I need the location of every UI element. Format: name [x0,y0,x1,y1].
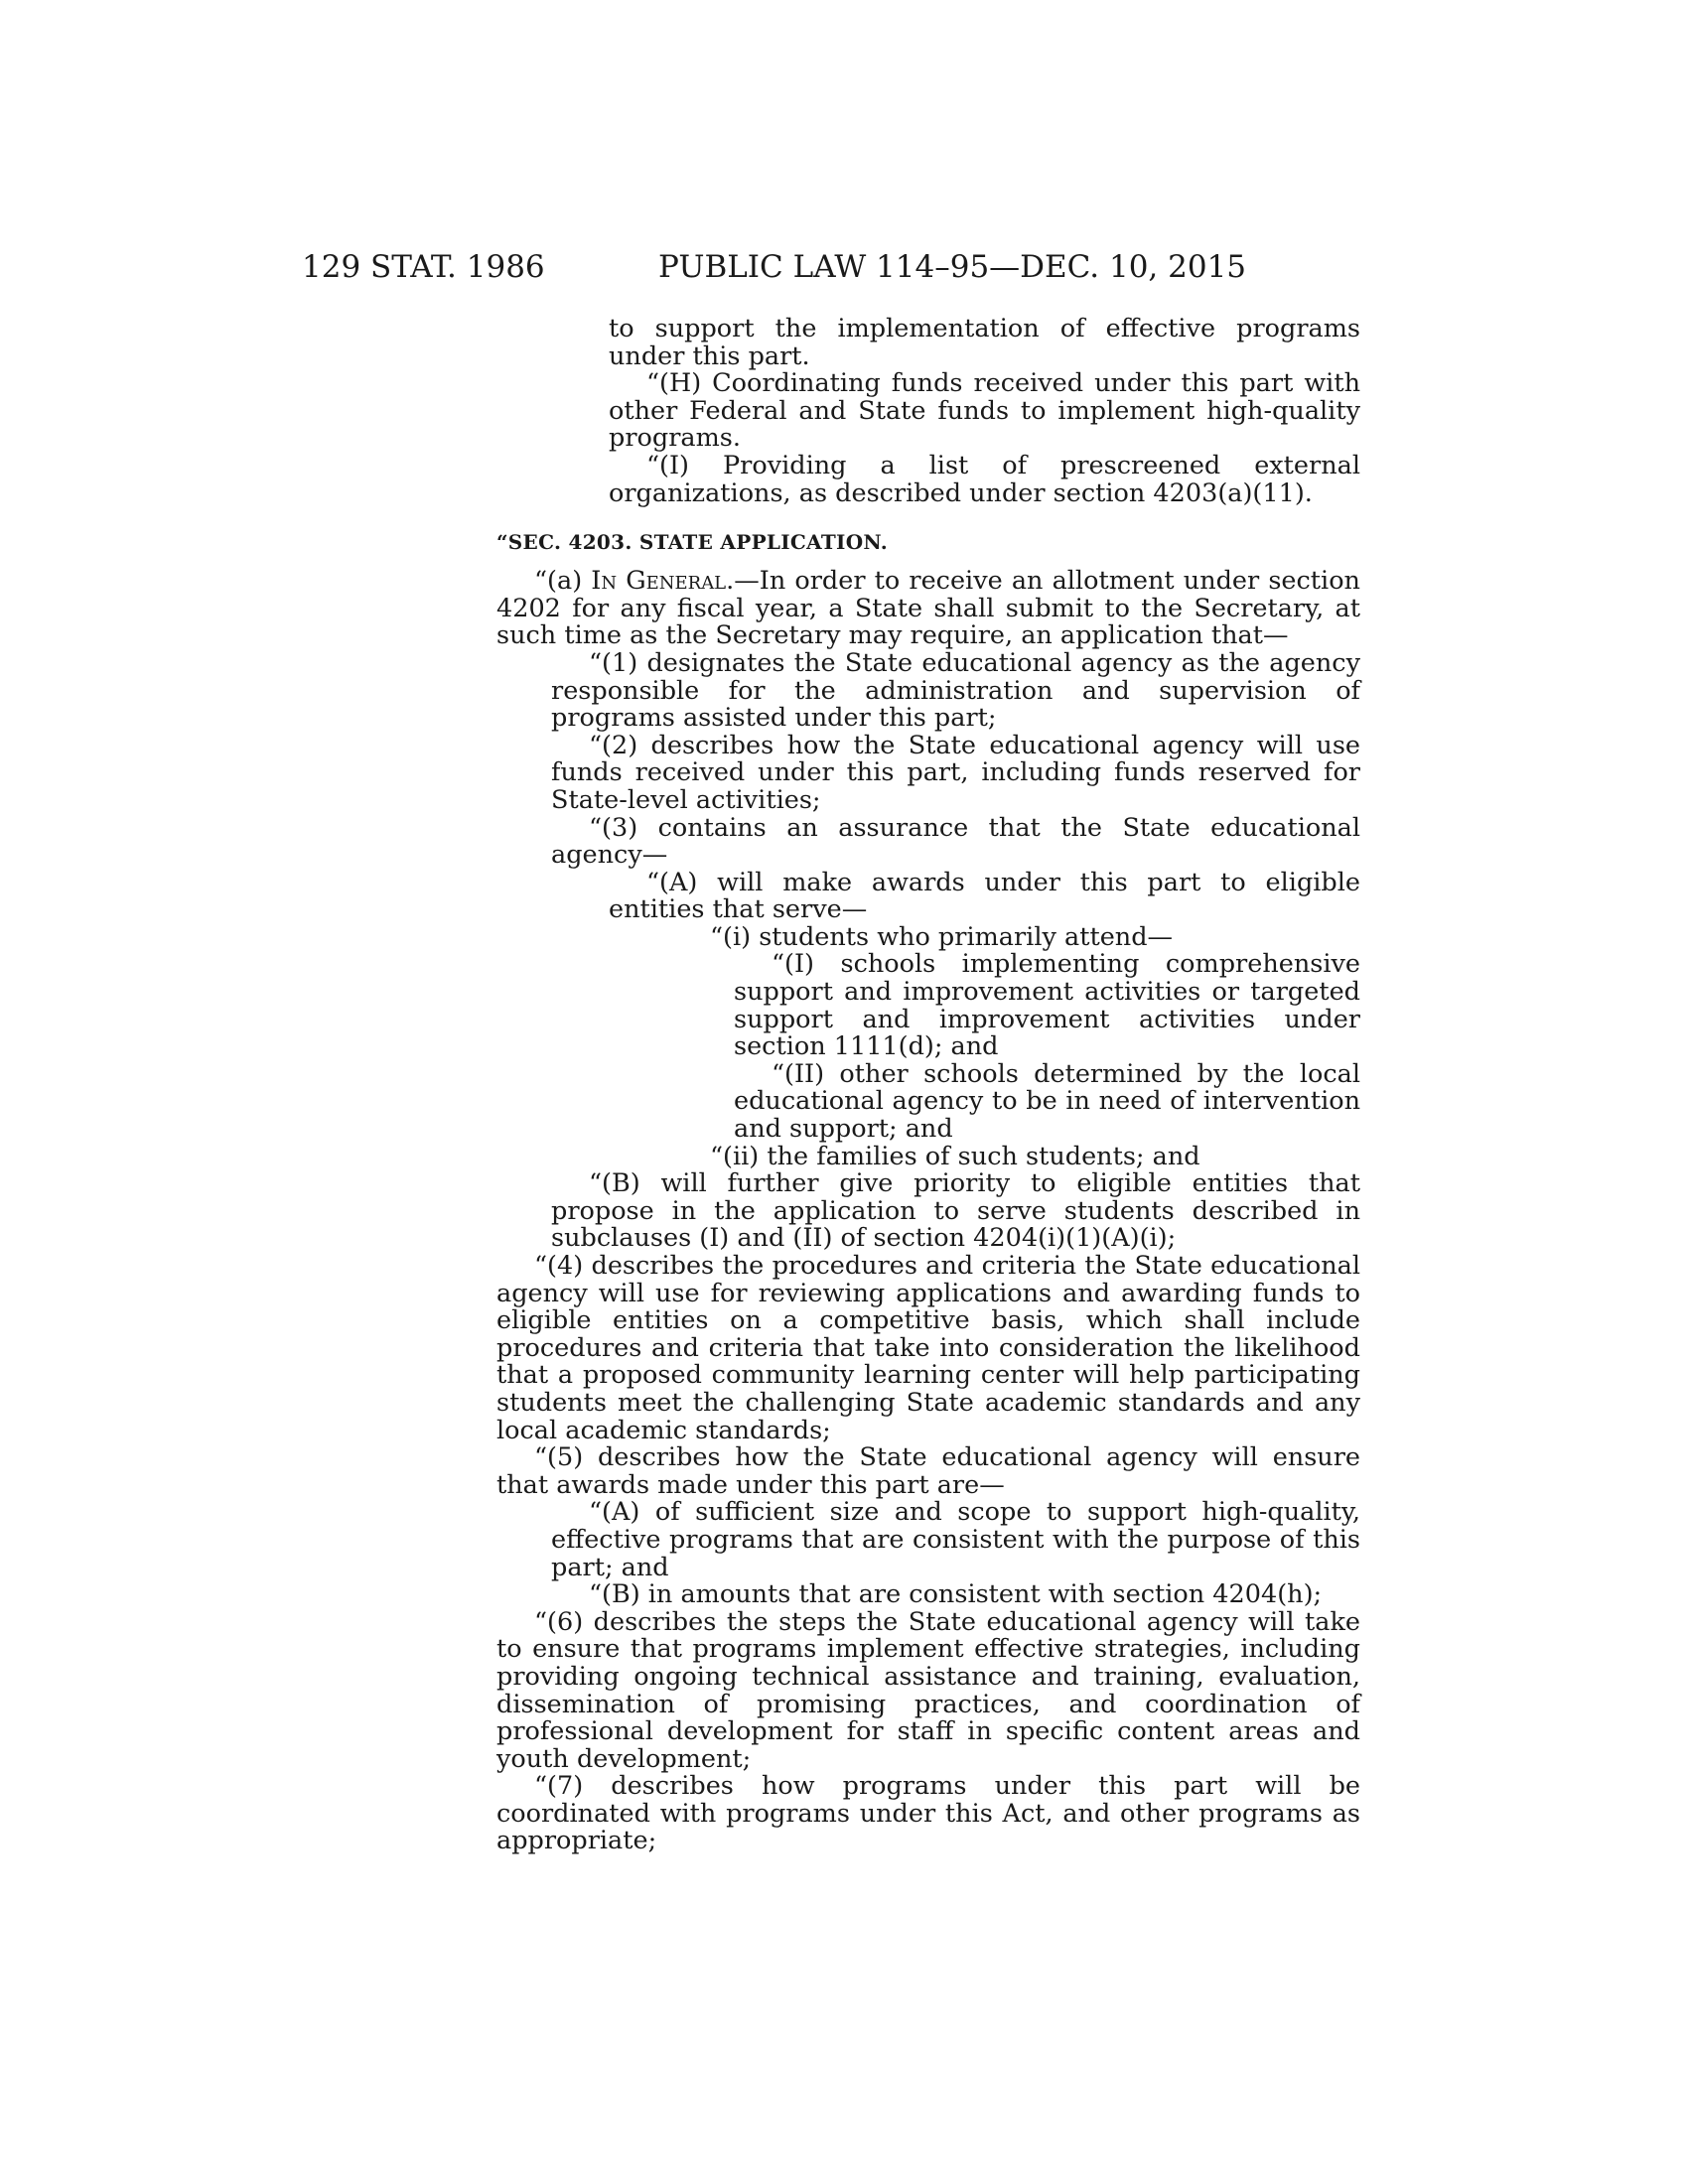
page-header [0,250,1688,284]
item-3-A-i-II: “(II) other schools determined by the local educational agency to be in need of intervention and support; and [734,1058,1360,1145]
stat-citation: 129 STAT. 1986 [302,249,545,285]
item-5-B: “(B) in amounts that are consistent with section 4204(h); [589,1579,1323,1610]
item-3-A-i-I: “(I) schools implementing comprehensive support and improvement activities or targeted support and improvement activities under section 1111(d); and [734,949,1360,1062]
section-heading: “SEC. 4203. STATE APPLICATION. [496,530,888,555]
law-title: PUBLIC LAW 114–95—DEC. 10, 2015 [658,249,1247,285]
paragraph-h: “(H) Coordinating funds received under this part with other Federal and State funds to implement high-quality programs. [609,368,1360,454]
item-5: “(5) describes how the State educational agency will ensure that awards made under this part are— [496,1442,1360,1500]
subsection-a-text: .—In order to receive an allotment under section 4202 for any fiscal year, a State shall submit to the Secretary, at such time as the Secretary may require, an application that— [496,566,1360,651]
paragraph-i: “(I) Providing a list of prescreened external organizations, as described under section 4203(a)(11). [609,450,1360,508]
document-body [496,316,1360,1855]
subsection-a-heading: In General [591,566,727,597]
paragraph-g-continuation: to support the implementation of effective programs under this part. [609,314,1360,371]
item-5-A: “(A) of sufficient size and scope to support high-quality, effective programs that are consistent with the purpose of this part; and [551,1497,1360,1582]
item-6: “(6) describes the steps the State educational agency will take to ensure that programs implement effective strategies, including providing ongoing technical assistance and training, evaluation, dissemination of promising practices, and coordination of professional development for staff in specific content areas and youth development; [496,1606,1360,1774]
item-3-A-ii: “(ii) the families of such students; and [710,1141,1200,1171]
item-7: “(7) describes how programs under this part will be coordinated with programs under this Act, and other programs as appropriate; [496,1771,1360,1856]
item-3-A: “(A) will make awards under this part to eligible entities that serve— [609,867,1360,925]
item-2: “(2) describes how the State educational agency will use funds received under this part, including funds reserved for State-level activities; [551,730,1360,815]
item-3-B: “(B) will further give priority to eligible entities that propose in the application to serve students described in subclauses (I) and (II) of section 4204(i)(1)(A)(i); [551,1168,1360,1254]
subsection-a-prefix: “(a) [534,566,592,597]
item-4: “(4) describes the procedures and criteria the State educational agency will use for reviewing applications and awarding funds to eligible entities on a competitive basis, which shall include procedures and criteria that take into consideration the likelihood that a proposed community learning center will help participating students meet the challenging State academic standards and any local academic standards; [496,1251,1360,1445]
subsection-a [496,568,1360,650]
item-1: “(1) designates the State educational agency as the agency responsible for the administration and supervision of programs assisted under this part; [551,647,1360,734]
item-3: “(3) contains an assurance that the State educational agency— [551,812,1360,871]
item-3-A-i: “(i) students who primarily attend— [710,921,1174,952]
